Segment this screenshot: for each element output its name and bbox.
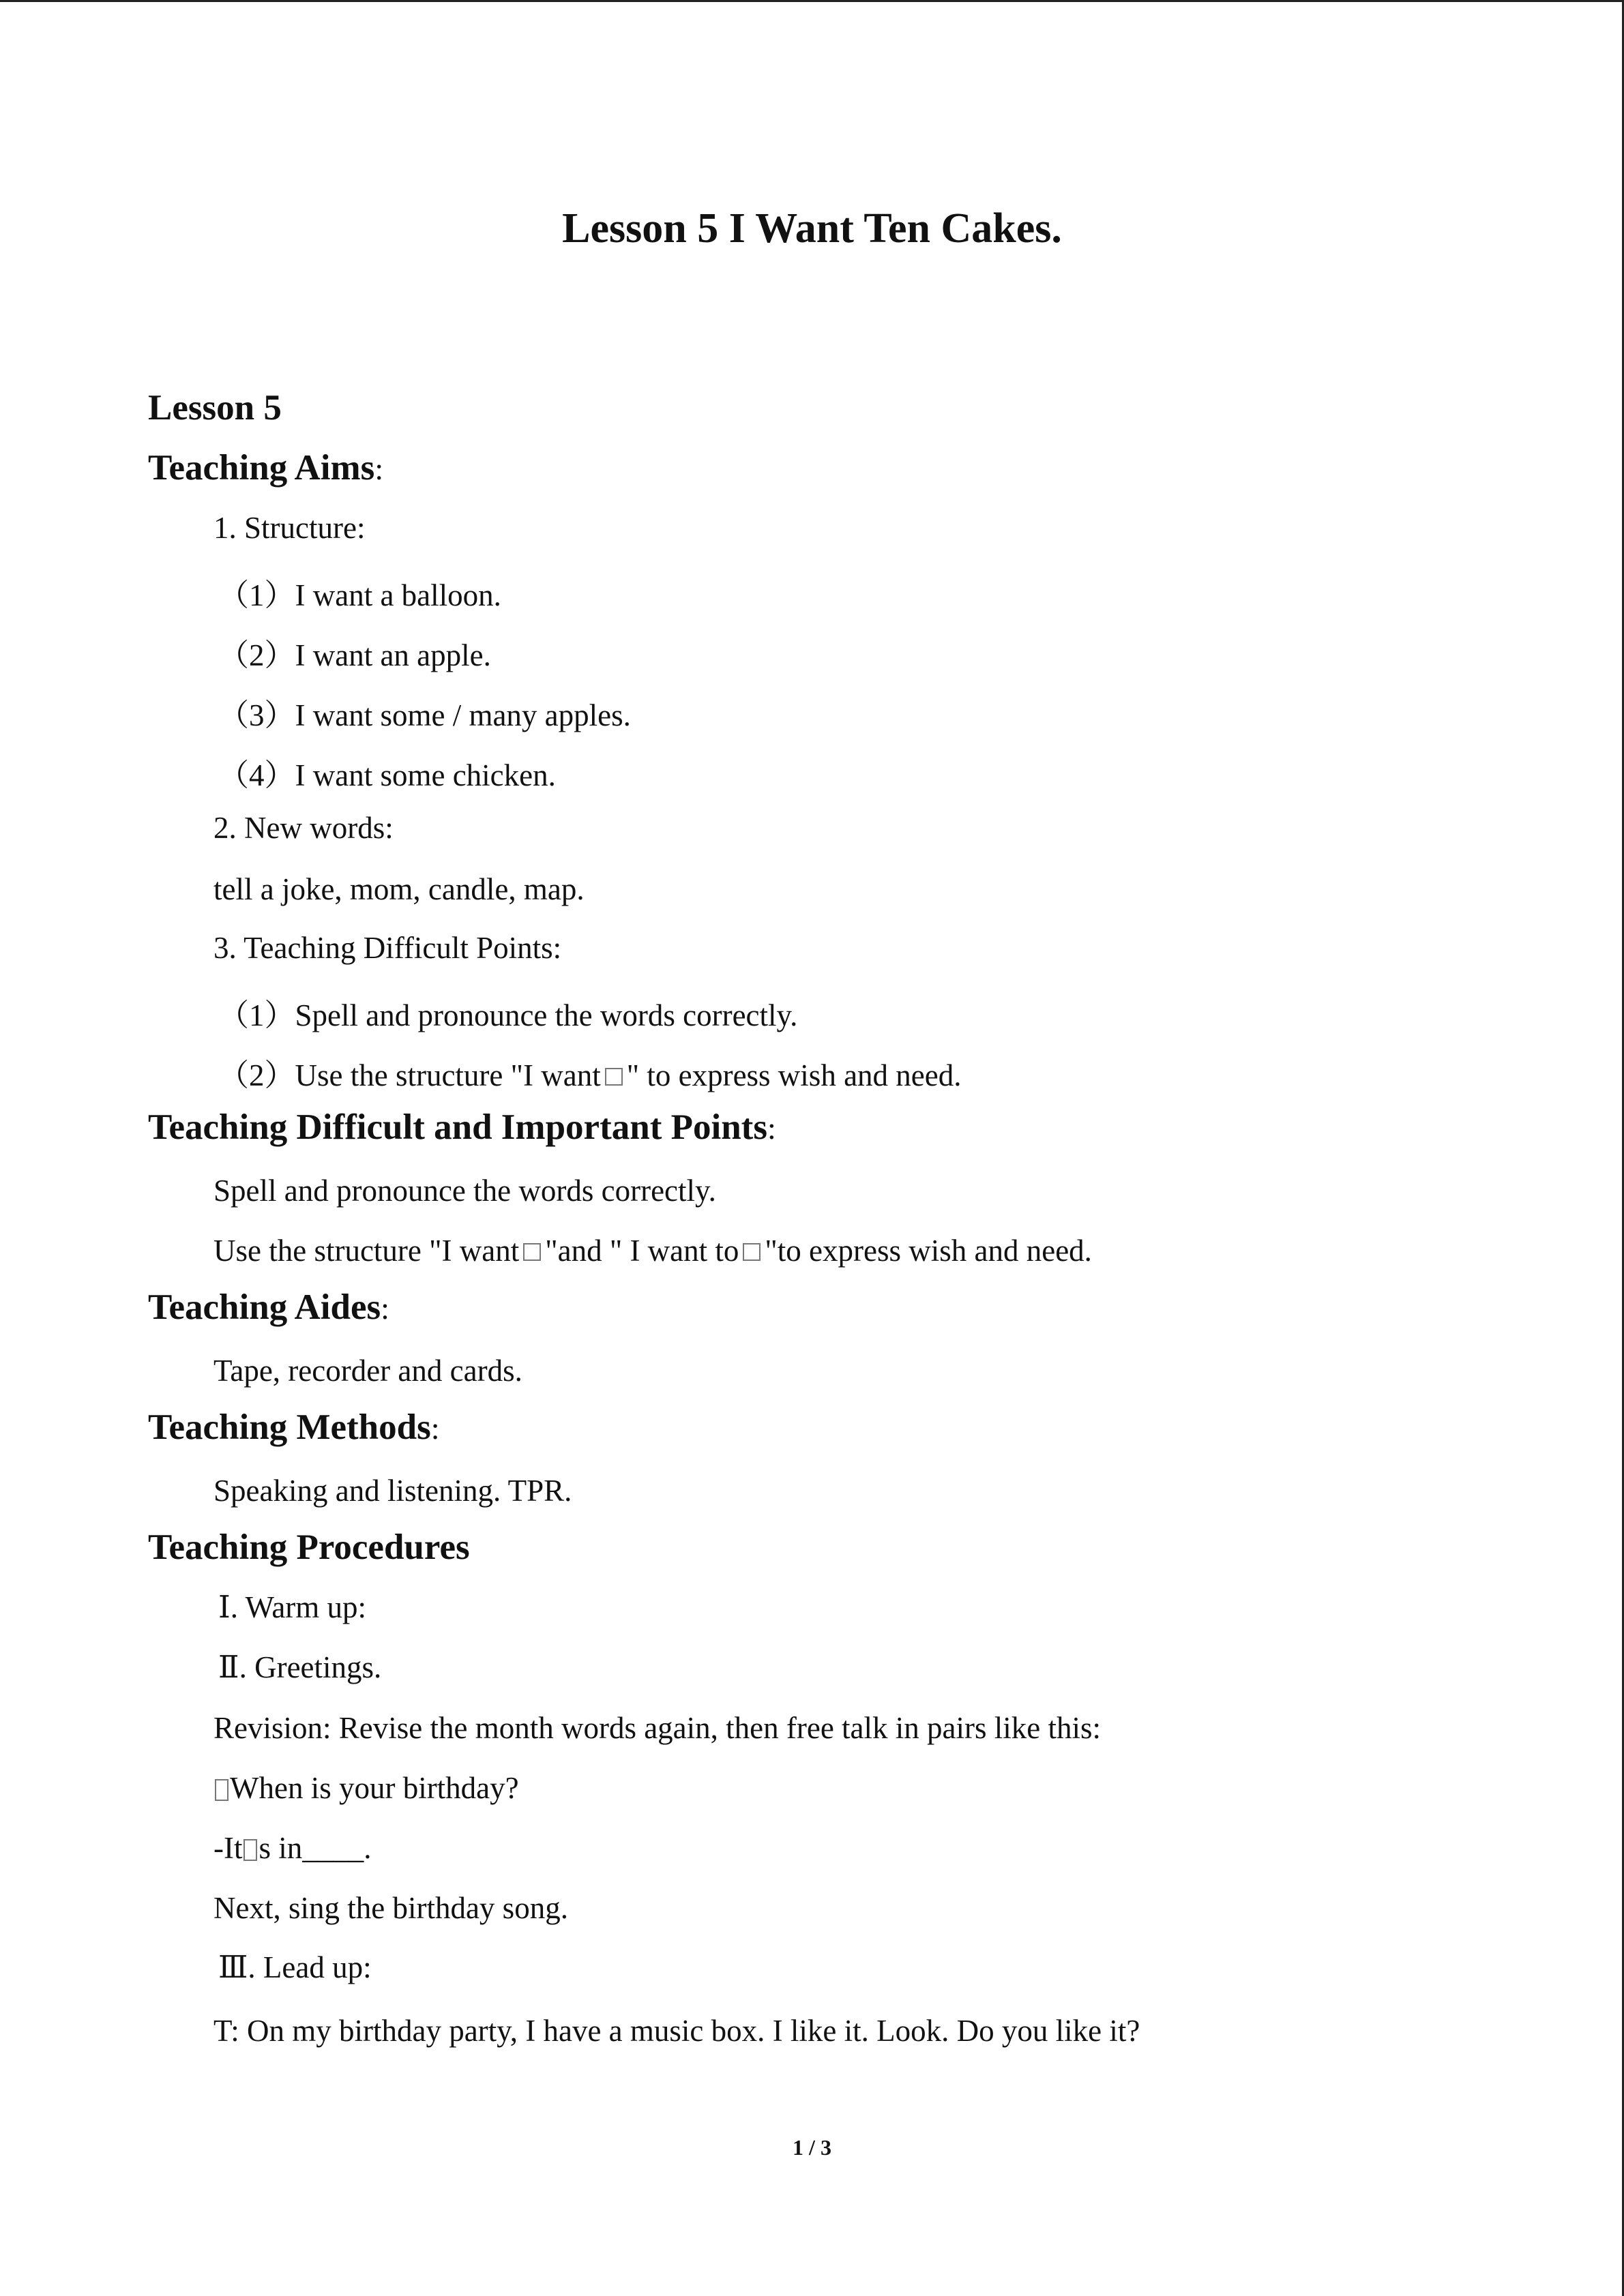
placeholder-box-icon bbox=[743, 1243, 761, 1261]
answer-before: -It bbox=[213, 1831, 243, 1865]
procedure-answer bbox=[213, 1830, 372, 1866]
missing-glyph-icon bbox=[215, 1779, 228, 1801]
aims-item-new-words: 2. New words: bbox=[213, 811, 394, 845]
answer-after: s in____. bbox=[259, 1831, 372, 1865]
procedure-teacher-line: T: On my birthday party, I have a music box. I like it. Look. Do you like it? bbox=[213, 2014, 1140, 2048]
sub2-after: " to express wish and need. bbox=[626, 1058, 962, 1092]
section-heading-aims bbox=[148, 447, 383, 488]
line2-part-a: Use the structure "I want bbox=[213, 1234, 520, 1268]
procedure-step-greetings: Ⅱ. Greetings. bbox=[218, 1650, 382, 1684]
page-top-border bbox=[0, 0, 1624, 2]
difficult-points-sub-2 bbox=[218, 1050, 962, 1094]
section-heading-aides bbox=[148, 1287, 389, 1328]
procedure-step-lead-up: Ⅲ. Lead up: bbox=[218, 1950, 372, 1984]
aims-structure-sub-2: （2）I want an apple. bbox=[218, 638, 491, 672]
procedure-song: Next, sing the birthday song. bbox=[213, 1891, 568, 1925]
placeholder-box-icon bbox=[523, 1243, 541, 1261]
heading-text: Teaching Difficult and Important Points bbox=[148, 1107, 767, 1147]
heading-text: Teaching Methods bbox=[148, 1407, 431, 1447]
lesson-label: Lesson 5 bbox=[148, 388, 282, 428]
procedure-revision: Revision: Revise the month words again, then free talk in pairs like this: bbox=[213, 1711, 1102, 1745]
missing-glyph-icon bbox=[243, 1839, 257, 1861]
line2-part-c: "to express wish and need. bbox=[765, 1234, 1092, 1268]
difficult-line-1: Spell and pronounce the words correctly. bbox=[213, 1174, 716, 1208]
methods-text: Speaking and listening. TPR. bbox=[213, 1474, 572, 1508]
heading-colon: : bbox=[381, 1291, 389, 1326]
procedure-step-warm-up: Ⅰ. Warm up: bbox=[218, 1590, 367, 1624]
question-text: When is your birthday? bbox=[230, 1771, 519, 1805]
heading-colon: : bbox=[430, 1411, 440, 1446]
aims-structure-sub-1: （1）I want a balloon. bbox=[218, 578, 501, 612]
section-heading-difficult bbox=[148, 1107, 776, 1148]
line2-part-b: "and " I want to bbox=[545, 1234, 739, 1268]
procedure-question bbox=[213, 1770, 519, 1806]
heading-colon: : bbox=[374, 451, 384, 486]
heading-text: Teaching Aims bbox=[148, 448, 375, 488]
placeholder-box-icon bbox=[605, 1068, 623, 1086]
aims-structure-sub-3: （3）I want some / many apples. bbox=[218, 698, 631, 732]
difficult-points-sub-1: （1）Spell and pronounce the words correctly. bbox=[218, 998, 798, 1032]
aims-item-structure: 1. Structure: bbox=[213, 511, 366, 545]
sub2-before: （2）Use the structure "I want bbox=[218, 1058, 601, 1092]
aims-structure-sub-4: （4）I want some chicken. bbox=[218, 758, 556, 792]
section-heading-methods bbox=[148, 1407, 440, 1448]
difficult-line-2 bbox=[213, 1233, 1092, 1268]
heading-colon: : bbox=[767, 1111, 776, 1146]
heading-text: Teaching Aides bbox=[148, 1287, 381, 1327]
document-title: Lesson 5 I Want Ten Cakes. bbox=[562, 205, 1062, 252]
page-number: 1 / 3 bbox=[793, 2135, 831, 2160]
new-words-text: tell a joke, mom, candle, map. bbox=[213, 872, 585, 906]
aims-item-difficult-points: 3. Teaching Difficult Points: bbox=[213, 931, 562, 965]
section-heading-procedures: Teaching Procedures bbox=[148, 1527, 470, 1567]
aides-text: Tape, recorder and cards. bbox=[213, 1354, 522, 1388]
